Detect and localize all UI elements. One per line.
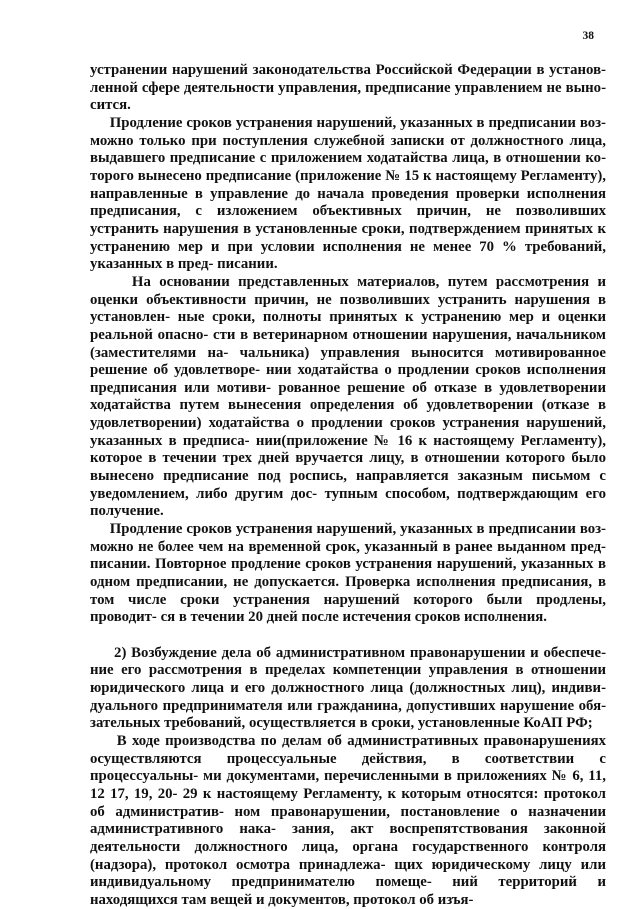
page-number: 38: [582, 30, 594, 42]
text-line: писании. Повторное продление сроков устранения нарушений, указанных в: [90, 556, 606, 573]
document-body: [90, 62, 606, 909]
text-line: настоящему Регламенту, к которым относятся: протокол об административ-: [90, 785, 606, 820]
text-line: тупным способом, подтверждающим его получение.: [90, 485, 606, 520]
paragraph-gap: [90, 627, 606, 645]
paragraph: [90, 274, 606, 521]
text-line: ленной сфере деятельности управления, предписание управлением не выно-: [90, 79, 606, 96]
text-line: органа государственного контроля (надзора), протокол осмотра принадлежа-: [90, 838, 607, 873]
text-line: предписания, с изложением объективных причин, не позволивших устранить: [90, 203, 606, 237]
text-line: нарушения в установленные сроки, подтверждением принятых к устранению: [90, 220, 606, 255]
text-line: осуществляются процессуальные действия, в соответствии с процессуальны-: [90, 750, 606, 785]
text-line: том числе сроки устранения нарушений которого были продлены, проводит-: [90, 591, 606, 626]
text-line: одном предписании, не допускается. Проверка исполнения предписания, в: [90, 574, 606, 591]
text-line: нии ходатайства о продлении сроков исполнения предписания или мотиви-: [90, 362, 606, 396]
text-line: объективности причин, не позволивших устранить нарушения в установлен-: [90, 291, 606, 326]
text-line: выдавшего предписание с приложением ходатайства лица, в отношении ко-: [90, 150, 606, 167]
text-line: зательных требований, осуществляется в сроки, установленные КоАП РФ;: [90, 715, 593, 732]
text-line: чальника) управления выносится мотивированное решение об удовлетворе-: [90, 344, 606, 379]
text-line: щих юридическому лицу или индивидуальному предпринимателю помеще-: [90, 856, 606, 891]
text-line: направленные в управление до начала проведения проверки исполнения: [90, 185, 606, 202]
text-line: дней вручается лицу, в отношении которого было вынесено предписание под: [90, 450, 606, 485]
text-line: роспись, направляется заказным письмом с уведомлением, либо другим дос-: [90, 468, 606, 502]
text-line: ные сроки, полноты принятых к устранению мер и оценки реальной опасно-: [90, 309, 606, 343]
text-line: сти в ветеринарном отношении нарушения, начальником (заместителями на-: [90, 326, 607, 361]
paragraph: [90, 115, 606, 274]
text-line: ний территорий и находящихся там вещей и документов, протокол об изъя-: [90, 874, 606, 908]
text-line: В ходе производства по делам об административных правонарушениях: [90, 732, 606, 749]
text-line: торого вынесено предписание (приложение № 15 к настоящему Регламенту),: [90, 167, 606, 184]
text-line: ми документами, перечисленными в приложениях № 6, 11, 12 17, 19, 20- 29 к: [90, 768, 606, 802]
text-line: ном правонарушении, постановление о назначении административного нака-: [90, 803, 606, 838]
text-line: дуального предпринимателя или гражданина, допустивших нарушение обя-: [90, 697, 606, 714]
text-line: определения об удовлетворении (отказе в удовлетворении) ходатайства о: [90, 397, 606, 432]
text-line: писании.: [217, 256, 278, 273]
text-line: мер и при условии исполнения не менее 70 % требований, указанных в пред-: [90, 238, 606, 273]
text-line: можно только при поступления служебной записки от должностного лица,: [90, 132, 606, 149]
text-line: продлении сроков устранения нарушений, указанных в предписа-: [90, 415, 606, 449]
text-line: рованное решение об отказе в удовлетворении ходатайства путем вынесения: [90, 379, 606, 414]
paragraph: [90, 62, 606, 115]
paragraph: [90, 521, 606, 627]
paragraph: [90, 733, 606, 909]
text-line: На основании представленных материалов, путем рассмотрения и оценки: [90, 273, 606, 308]
text-line: устранении нарушений законодательства Российской Федерации в установ-: [90, 62, 606, 78]
text-line: ся в течении 20 дней после истечения сроков исполнения.: [160, 609, 547, 626]
text-line: Продление сроков устранения нарушений, указанных в предписании воз-: [90, 521, 606, 538]
paragraph: [90, 645, 606, 733]
text-line: ние его рассмотрения в пределах компетенции управления в отношении: [90, 662, 606, 679]
text-line: зания, акт воспрепятствования законной деятельности должностного лица,: [90, 821, 606, 855]
text-line: можно не более чем на временной срок, указанный в ранее выданном пред-: [90, 538, 606, 555]
text-line: юридического лица и его должностного лица (должностных лиц), индиви-: [90, 679, 606, 696]
text-line: 2) Возбуждение дела об административном правонарушении и обеспече-: [90, 644, 606, 661]
text-line: нии(приложение № 16 к настоящему Регламенту), которое в течении трех: [90, 432, 606, 467]
text-line: Продление сроков устранения нарушений, указанных в предписании воз-: [90, 114, 606, 131]
text-line: сится.: [90, 97, 131, 114]
